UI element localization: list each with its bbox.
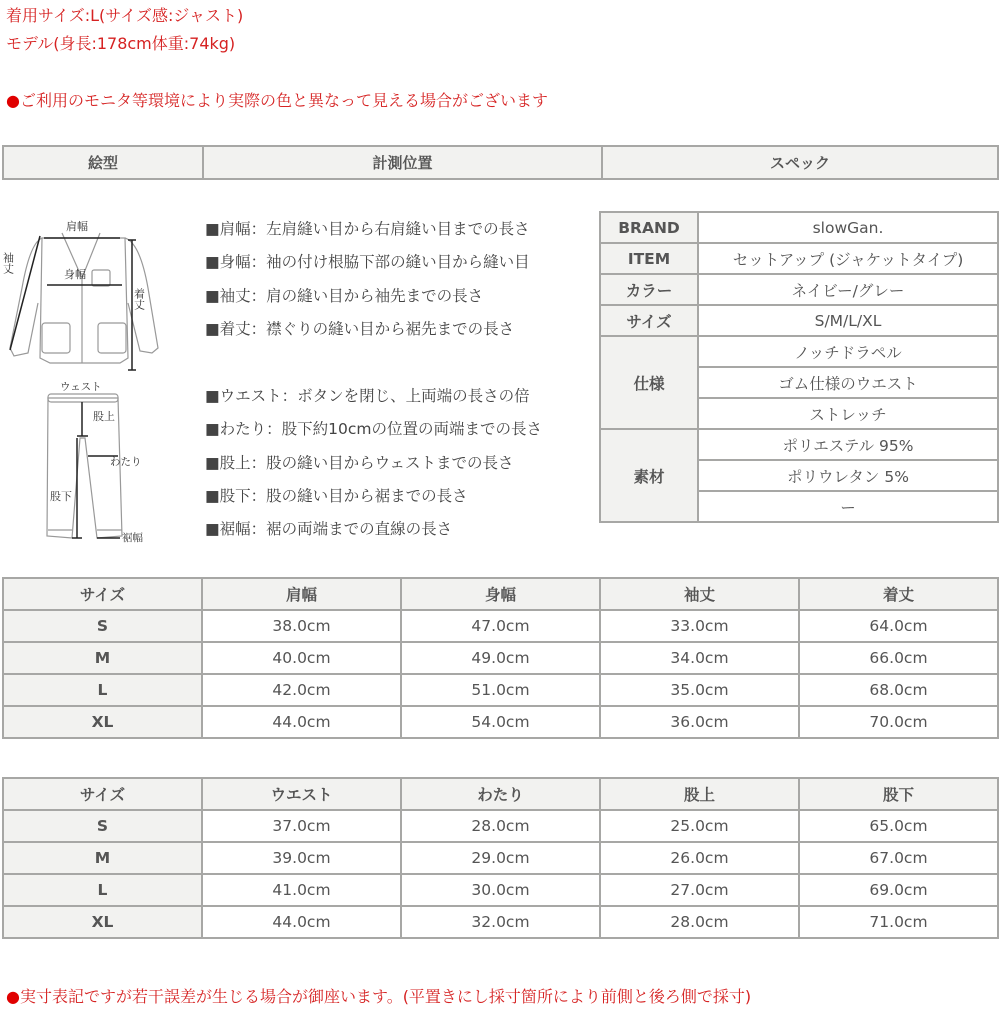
table-row: S 37.0cm 28.0cm 25.0cm 65.0cm (3, 810, 998, 842)
table-row: XL 44.0cm 54.0cm 36.0cm 70.0cm (3, 706, 998, 738)
measurement-desc: ■わたり：股下約10cmの位置の両端までの長さ (205, 420, 542, 438)
table-row: L 41.0cm 30.0cm 27.0cm 69.0cm (3, 874, 998, 906)
model-note: モデル(身長:178cm体重:74kg) (6, 34, 236, 53)
bullet-icon: ● (6, 987, 20, 1006)
spec-row-features: 仕様 ノッチドラペル (600, 336, 998, 367)
section-header-table (2, 145, 999, 180)
pants-size-table (2, 777, 999, 939)
garment-diagram (0, 208, 195, 553)
measurement-desc: ■ウエスト：ボタンを閉じ、上両端の長さの倍 (205, 387, 530, 405)
table-header-row: サイズ ウエスト わたり 股上 股下 (3, 778, 998, 810)
spec-row-size: サイズ S/M/L/XL (600, 305, 998, 336)
measurement-desc: ■裾幅：裾の両端までの直線の長さ (205, 520, 453, 538)
label-shoulder: 肩幅 (66, 220, 88, 233)
label-length: 着丈 (132, 288, 146, 310)
measurement-disclaimer: ●実寸表記ですが若干誤差が生じる場合が御座います。(平置きにし採寸箇所により前側と後ろ側で採寸) (6, 987, 752, 1006)
label-sleeve: 袖丈 (1, 252, 15, 274)
spec-row-brand: BRAND slowGan. (600, 212, 998, 243)
monitor-notice: ●ご利用のモニタ等環境により実際の色と異なって見える場合がございます (6, 91, 548, 110)
label-inseam: 股下 (50, 490, 72, 503)
worn-size-note: 着用サイズ:L(サイズ感:ジャスト) (6, 6, 244, 25)
jacket-size-table (2, 577, 999, 739)
table-row: M 39.0cm 29.0cm 26.0cm 67.0cm (3, 842, 998, 874)
spec-row-color: カラー ネイビー/グレー (600, 274, 998, 305)
bullet-icon: ● (6, 91, 20, 110)
label-hem: 裾幅 (122, 532, 143, 544)
measurement-desc: ■身幅：袖の付け根脇下部の縫い目から縫い目 (205, 253, 530, 271)
table-header-row: サイズ 肩幅 身幅 袖丈 着丈 (3, 578, 998, 610)
spec-row-material: 素材 ポリエステル 95% (600, 429, 998, 460)
header-measurement-position: 計測位置 (203, 146, 602, 179)
label-body: 身幅 (64, 268, 86, 281)
label-waist: ウェスト (60, 381, 102, 393)
measurement-desc: ■股上：股の縫い目からウェストまでの長さ (205, 454, 514, 472)
spec-table: BRAND slowGan. ITEM セットアップ (ジャケットタイプ) カラー ネイビー/グレー サイズ S/M/L/XL 仕様 ノッチドラペル ゴム仕様のウエスト ストレッチ 素材 ポリエステル 95% ポリウレタン 5% ー (599, 211, 999, 523)
label-thigh: わたり (110, 456, 142, 468)
measurement-desc: ■着丈：襟ぐりの縫い目から裾先までの長さ (205, 320, 515, 338)
header-illustration: 絵型 (3, 146, 203, 179)
table-row: M 40.0cm 49.0cm 34.0cm 66.0cm (3, 642, 998, 674)
measurement-desc: ■肩幅：左肩縫い目から右肩縫い目までの長さ (205, 220, 530, 238)
table-row: S 38.0cm 47.0cm 33.0cm 64.0cm (3, 610, 998, 642)
table-row: XL 44.0cm 32.0cm 28.0cm 71.0cm (3, 906, 998, 938)
table-row: L 42.0cm 51.0cm 35.0cm 68.0cm (3, 674, 998, 706)
label-rise: 股上 (93, 410, 115, 423)
header-spec: スペック (602, 146, 998, 179)
measurement-desc: ■股下：股の縫い目から裾までの長さ (205, 487, 468, 505)
spec-row-item: ITEM セットアップ (ジャケットタイプ) (600, 243, 998, 274)
measurement-desc: ■袖丈：肩の縫い目から袖先までの長さ (205, 287, 484, 305)
